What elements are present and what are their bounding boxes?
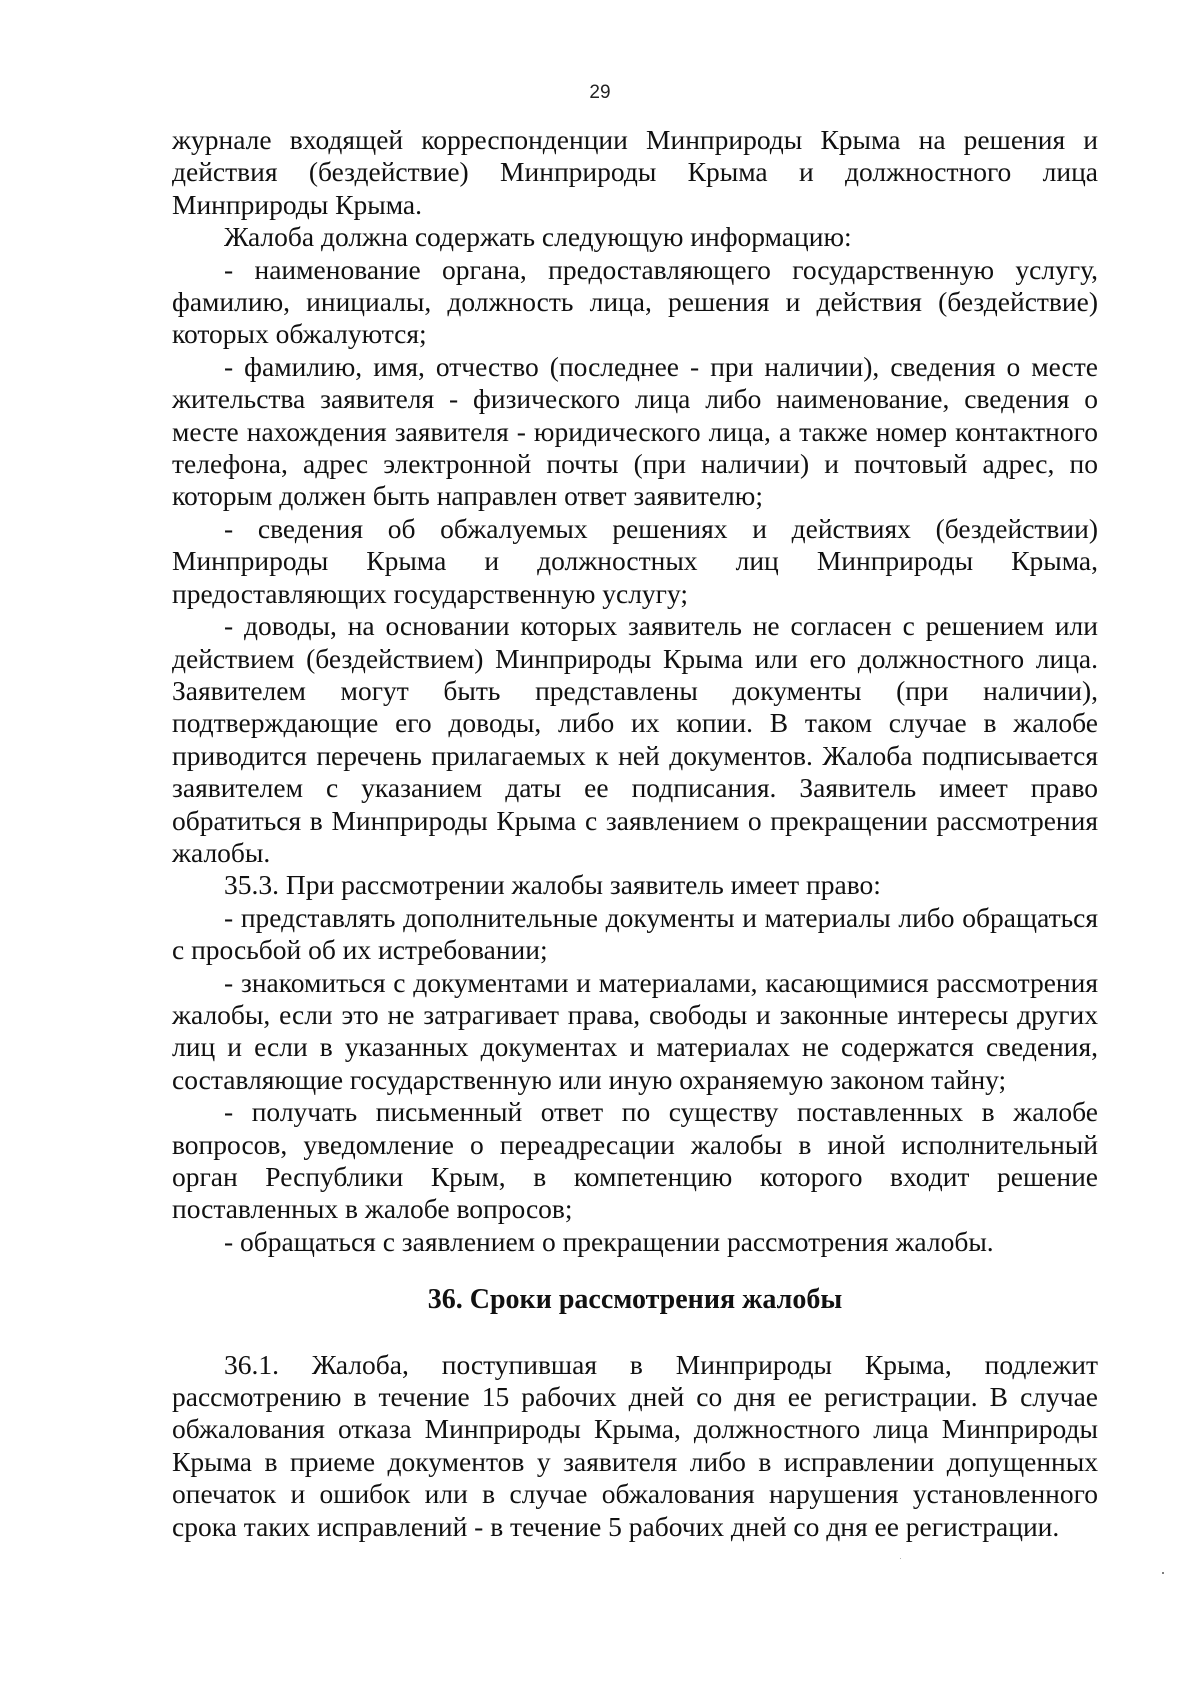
scan-speck [900,1558,901,1559]
list-item-receive-answer: - получать письменный ответ по существу поставленных в жалобе вопросов, уведомление о переадресации жалобы в иной исполнительный орган Республики Крым, в компетенцию которого входит решение поставленных в жалобе вопросов; [172,1096,1098,1225]
list-item-withdraw-complaint: - обращаться с заявлением о прекращении рассмотрения жалобы. [224,1225,994,1257]
list-item-authority-name: - наименование органа, предоставляющего государственную услугу, фамилию, инициалы, должность лица, решения и действия (бездействие) которых обжалуются; [172,253,1098,350]
list-item-appealed-decisions: - сведения об обжалуемых решениях и действиях (бездействии) Минприроды Крыма и должностных лиц Минприроды Крыма, предоставляющих государственную услугу; [172,512,1098,609]
list-item-submit-documents: - представлять дополнительные документы и материалы либо обращаться с просьбой об их истребовании; [172,901,1098,966]
list-item-arguments: - доводы, на основании которых заявитель не согласен с решением или действием (бездействием) Минприроды Крыма или его должностного лица. Заявителем могут быть представлены документы (при наличии), подтверждающие его доводы, либо их копии. В таком случае в жалобе приводится перечень прилагаемых к ней документов. Жалоба подписывается заявителем с указанием даты ее подписания. Заявитель имеет право обратиться в Минприроды Крыма с заявлением о прекращении рассмотрения жалобы. [172,610,1098,868]
list-item-applicant-details: - фамилию, имя, отчество (последнее - при наличии), сведения о месте жительства заявителя - физического лица либо наименование, сведения о месте нахождения заявителя - юридического лица, а также номер контактного телефона, адрес электронной почты (при наличии) и почтовый адрес, по которым должен быть направлен ответ заявителю; [172,350,1098,512]
list-item-review-materials: - знакомиться с документами и материалами, касающимися рассмотрения жалобы, если это не затрагивает права, свободы и законные интересы других лиц и если в указанных документах и материалах не содержатся сведения, составляющие государственную или иную охраняемую законом тайну; [172,966,1098,1095]
paragraph-35-3: 35.3. При рассмотрении жалобы заявитель имеет право: [224,869,881,901]
section-heading: 36. Сроки рассмотрения жалобы [427,1284,843,1316]
scan-speck [1162,1572,1164,1574]
paragraph-continuation: журнале входящей корреспонденции Минприроды Крыма на решения и действия (бездействие) Минприроды Крыма и должностного лица Минприроды Крыма. [172,124,1098,220]
paragraph-complaint-requirements-intro: Жалоба должна содержать следующую информацию: [224,221,852,253]
paragraph-36-1: 36.1. Жалоба, поступившая в Минприроды Крыма, подлежит рассмотрению в течение 15 рабочих дней со дня ее регистрации. В случае обжалования отказа Минприроды Крыма, должностного лица Минприроды Крыма в приеме документов у заявителя либо в исправлении допущенных опечаток и ошибок или в случае обжалования нарушения установленного срока таких исправлений - в течение 5 рабочих дней со дня ее регистрации. [172,1348,1098,1542]
document-body [172,124,1098,1543]
page-number: 29 [589,82,611,103]
